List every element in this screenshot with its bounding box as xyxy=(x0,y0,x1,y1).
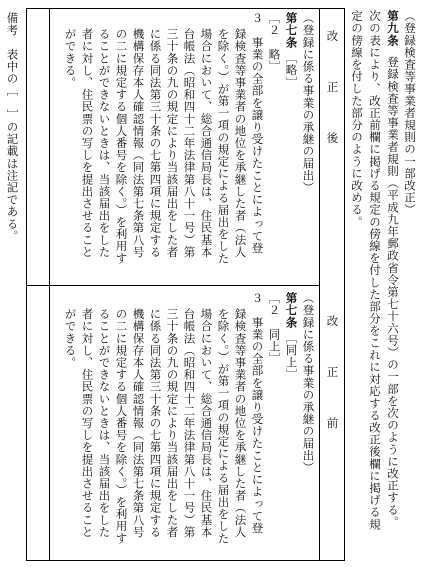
after-line: の二に規定する個人番号を除く。）を利用す xyxy=(114,28,129,265)
section-divider xyxy=(27,285,319,286)
before-caption: （登録に係る事業の承継の届出） xyxy=(301,292,316,474)
after-line: 場合において、総合通信局長は、住民基本 xyxy=(199,28,214,258)
before-line: 場合において、総合通信局長は、住民基本 xyxy=(199,308,214,538)
before-line: 三十条の九の規定により当該届出をした者 xyxy=(165,308,180,538)
after-ref: ［略］ xyxy=(284,52,299,89)
header-before: 改 正 前 xyxy=(325,315,340,443)
before-line: 録検査等事業者の地位を承継した者（法人 xyxy=(233,308,248,538)
after-para2: ［２ 略］ xyxy=(267,12,282,73)
note-column-divider xyxy=(49,9,50,560)
before-line: 台帳法（昭和四十二年法律第八十一号）第 xyxy=(182,308,197,538)
before-article: 第七条 xyxy=(284,292,299,329)
after-line: ることができないときは、当該届出をした xyxy=(97,28,112,258)
after-line: 機構保存本人確認情報（同法第七条第八号 xyxy=(131,28,146,258)
before-ref: ［同上］ xyxy=(284,332,299,381)
after-line: 三十条の九の規定により当該届出をした者 xyxy=(165,28,180,258)
before-line: 者に対し、住民票の写しを提出させること xyxy=(80,308,95,538)
table-note: 備考 表中の［ ］の記載は注記である。 xyxy=(5,12,20,242)
intro-heading: （登録検査等事業者規則の一部改正） xyxy=(403,10,417,216)
header-after: 改 正 後 xyxy=(325,30,340,158)
after-line: ３ 事業の全部を譲り受けたことによって登 xyxy=(250,12,265,254)
before-line: ３ 事業の全部を譲り受けたことによって登 xyxy=(250,292,265,534)
before-line: ることができないときは、当該届出をした xyxy=(97,308,112,538)
before-para2: ［２ 同上］ xyxy=(267,292,282,365)
intro-line3: 定の傍線を付した部分のように改める。 xyxy=(350,10,364,228)
before-line: を除く。）が第一項の規定による届出をした xyxy=(216,308,231,545)
intro-line1: 登録検査等事業者規則（平成九年郵政省令第七十六号）の一部を次のように改正する。 xyxy=(386,56,400,528)
before-line: ができる。 xyxy=(63,308,78,369)
before-line: に係る同法第三十条の七第四項に規定する xyxy=(148,308,163,538)
after-line: に係る同法第三十条の七第四項に規定する xyxy=(148,28,163,258)
before-line: の二に規定する個人番号を除く。）を利用す xyxy=(114,308,129,545)
after-line: ができる。 xyxy=(63,28,78,89)
after-article: 第七条 xyxy=(284,12,299,49)
after-line: 者に対し、住民票の写しを提出させること xyxy=(80,28,95,258)
intro-article: 第九条 xyxy=(386,10,400,47)
after-line: 録検査等事業者の地位を承継した者（法人 xyxy=(233,28,248,258)
header-column-divider xyxy=(319,9,320,560)
before-line: 機構保存本人確認情報（同法第七条第八号 xyxy=(131,308,146,538)
after-line: 台帳法（昭和四十二年法律第八十一号）第 xyxy=(182,28,197,258)
intro-line2: 次の表により、改正前欄に掲げる規定の傍線を付した部分をこれに対応する改正後欄に掲げる規 xyxy=(368,10,382,531)
after-caption: （登録に係る事業の承継の届出） xyxy=(301,12,316,194)
after-line: を除く。）が第一項の規定による届出をした xyxy=(216,28,231,265)
